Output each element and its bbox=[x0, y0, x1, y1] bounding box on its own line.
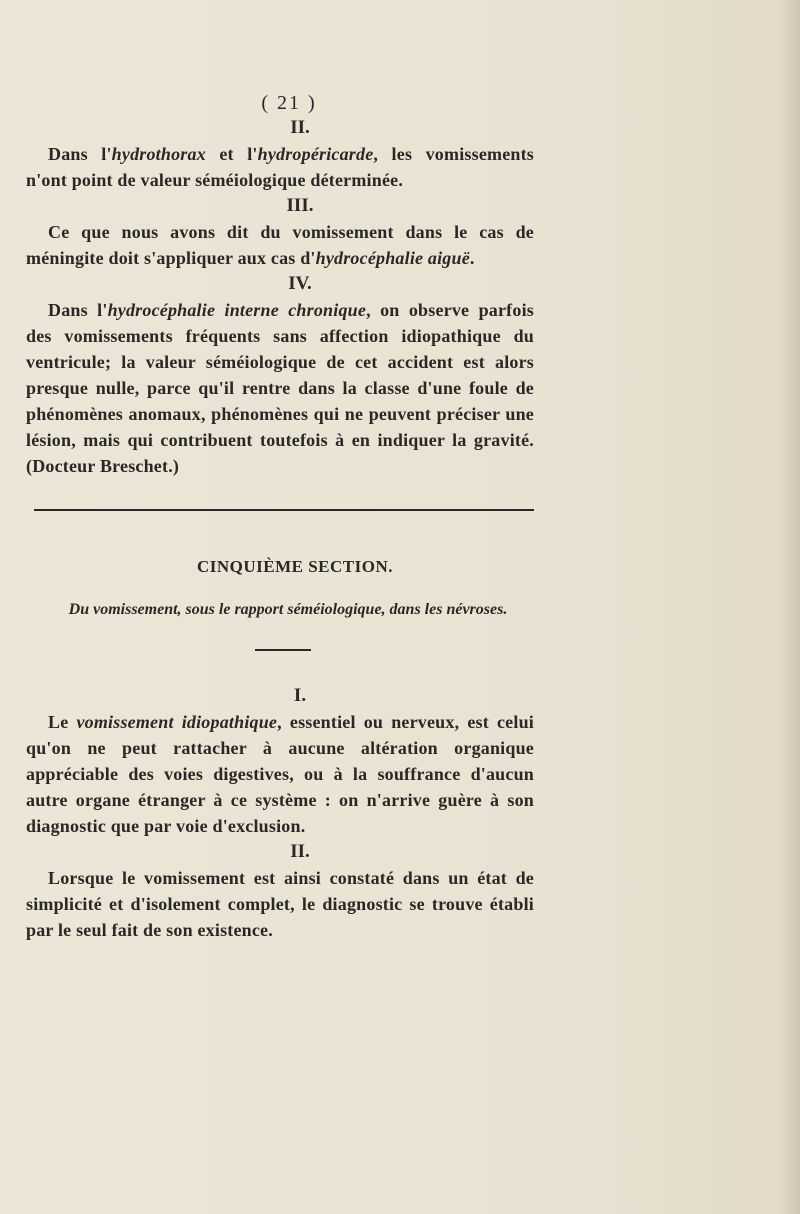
section-subtitle: Du vomissement, sous le rapport séméiologique, dans les névroses. bbox=[68, 601, 508, 618]
paragraph-iii: Ce que nous avons dit du vomissement dans le cas de méningite doit s'appliquer aux cas d'hydrocéphalie aiguë. bbox=[26, 222, 534, 268]
numeral-ii: II. bbox=[290, 117, 310, 138]
page-spine-shadow bbox=[780, 0, 800, 1214]
page-number: ( 21 ) bbox=[261, 92, 317, 114]
text-column bbox=[26, 92, 534, 943]
paragraph-section-ii: Lorsque le vomissement est ainsi constaté dans un état de simplicité et d'isolement complet, le diagnostic se trouve établi par le seul fait de son existence. bbox=[26, 868, 534, 940]
numeral-iv: IV. bbox=[288, 273, 312, 294]
numeral-section-i: I. bbox=[293, 685, 307, 706]
short-divider bbox=[255, 649, 311, 651]
numeral-iii: III. bbox=[286, 195, 314, 216]
paragraph-iv: Dans l'hydrocéphalie interne chronique, on observe parfois des vomissements fréquents sans affection idiopathique du ventricule; la valeur séméiologique de cet accident est alors presque nulle, parce qu'il rentre dans la classe d'une foule de phénomènes anomaux, phénomènes qui ne peuvent préciser une lésion, mais qui contribuent toutefois à en indiquer la gravité. (Docteur Breschet.) bbox=[26, 300, 534, 476]
paragraph-section-i: Le vomissement idiopathique, essentiel ou nerveux, est celui qu'on ne peut rattacher à aucune altération organique appréciable des voies digestives, ou à la souffrance d'aucun autre organe étranger à ce système : on n'arrive guère à son diagnostic que par voie d'exclusion. bbox=[26, 712, 534, 836]
section-title: CINQUIÈME SECTION. bbox=[196, 557, 394, 576]
numeral-section-ii: II. bbox=[290, 841, 310, 862]
paragraph-ii: Dans l'hydrothorax et l'hydropéricarde, les vomissements n'ont point de valeur séméiologique déterminée. bbox=[26, 144, 534, 190]
section-divider bbox=[34, 509, 534, 511]
